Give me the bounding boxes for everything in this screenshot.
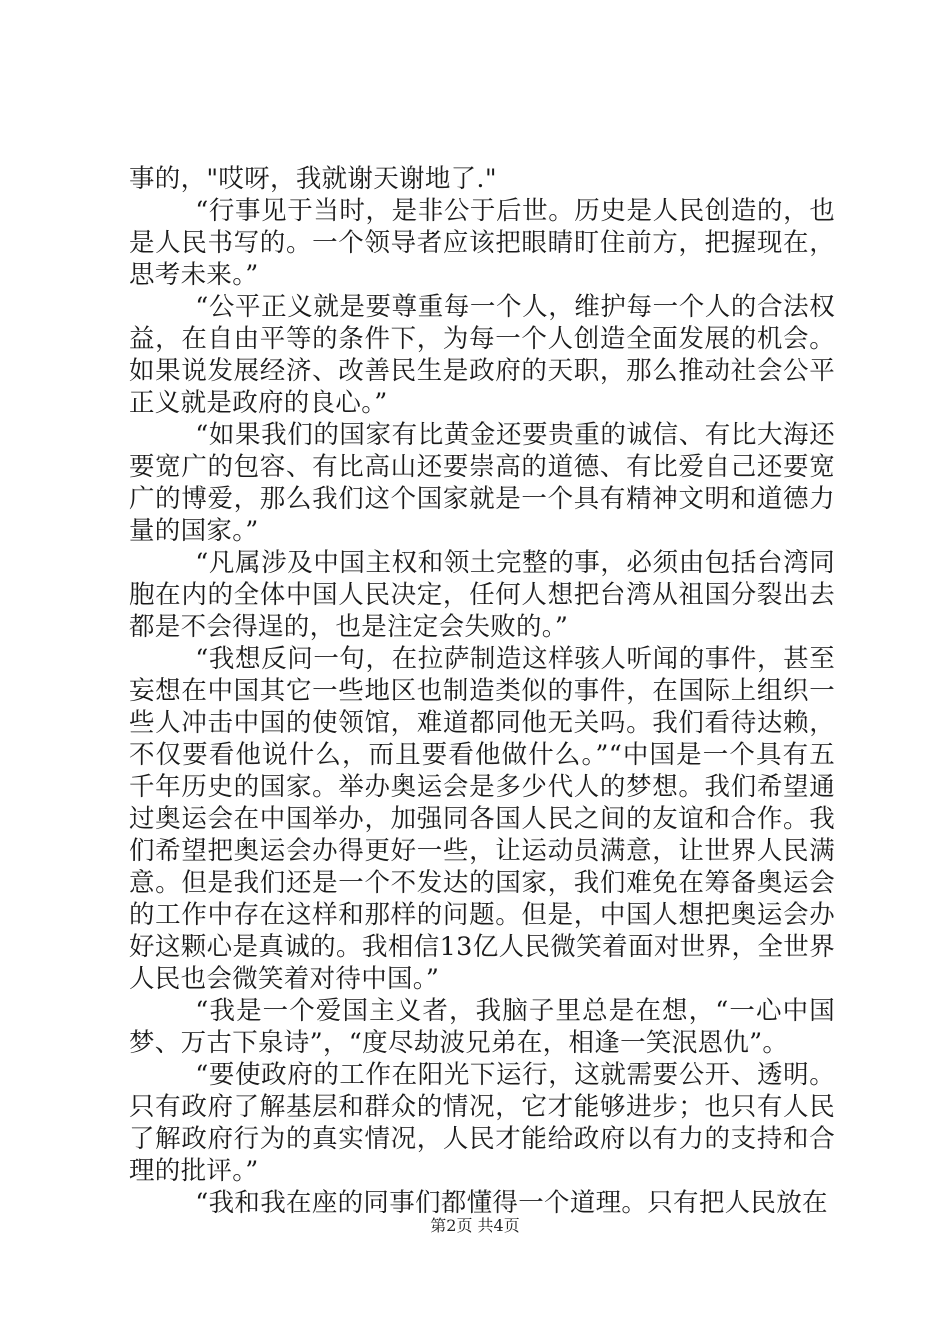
paragraph-7: “我是一个爱国主义者，我脑子里总是在想，“一心中国梦、万古下泉诗”，“度尽劫波兄弟在，相逢一笑泯恩仇”。 (129, 996, 835, 1058)
paragraph-9: “我和我在座的同事们都懂得一个道理。只有把人民放在 (195, 1188, 828, 1218)
paragraph-2: “行事见于当时，是非公于后世。历史是人民创造的，也是人民书写的。一个领导者应该把眼睛盯住前方，把握现在，思考未来。” (129, 196, 835, 290)
document-body (129, 163, 835, 1219)
paragraph-5: “凡属涉及中国主权和领土完整的事，必须由包括台湾同胞在内的全体中国人民决定，任何人想把台湾从祖国分裂出去都是不会得逞的，也是注定会失败的。” (129, 548, 835, 642)
paragraph-6: “我想反问一句，在拉萨制造这样骇人听闻的事件，甚至妄想在中国其它一些地区也制造类似的事件，在国际上组织一些人冲击中国的使领馆，难道都同他无关吗。我们看待达赖，不仅要看他说什么，而且要看他做什么。”“中国是一个具有五千年历史的国家。举办奥运会是多少代人的梦想。我们希望通过奥运会在中国举办，加强同各国人民之间的友谊和合作。我们希望把奥运会办得更好一些，让运动员满意，让世界人民满意。但是我们还是一个不发达的国家，我们难免在筹备奥运会的工作中存在这样和那样的问题。但是，中国人想把奥运会办好这颗心是真诚的。我相信13亿人民微笑着面对世界，全世界人民也会微笑着对待中国。” (129, 644, 835, 994)
paragraph-4: “如果我们的国家有比黄金还要贵重的诚信、有比大海还要宽广的包容、有比高山还要崇高的道德、有比爱自己还要宽广的博爱，那么我们这个国家就是一个具有精神文明和道德力量的国家。” (129, 420, 835, 546)
paragraph-1: 事的，"哎呀，我就谢天谢地了." (129, 164, 497, 194)
page-footer: 第2页 共4页 (430, 1216, 520, 1235)
paragraph-8: “要使政府的工作在阳光下运行，这就需要公开、透明。只有政府了解基层和群众的情况，它才能够进步；也只有人民了解政府行为的真实情况，人民才能给政府以有力的支持和合理的批评。” (129, 1060, 835, 1186)
paragraph-3: “公平正义就是要尊重每一个人，维护每一个人的合法权益，在自由平等的条件下，为每一个人创造全面发展的机会。如果说发展经济、改善民生是政府的天职，那么推动社会公平正义就是政府的良心。” (129, 292, 835, 418)
